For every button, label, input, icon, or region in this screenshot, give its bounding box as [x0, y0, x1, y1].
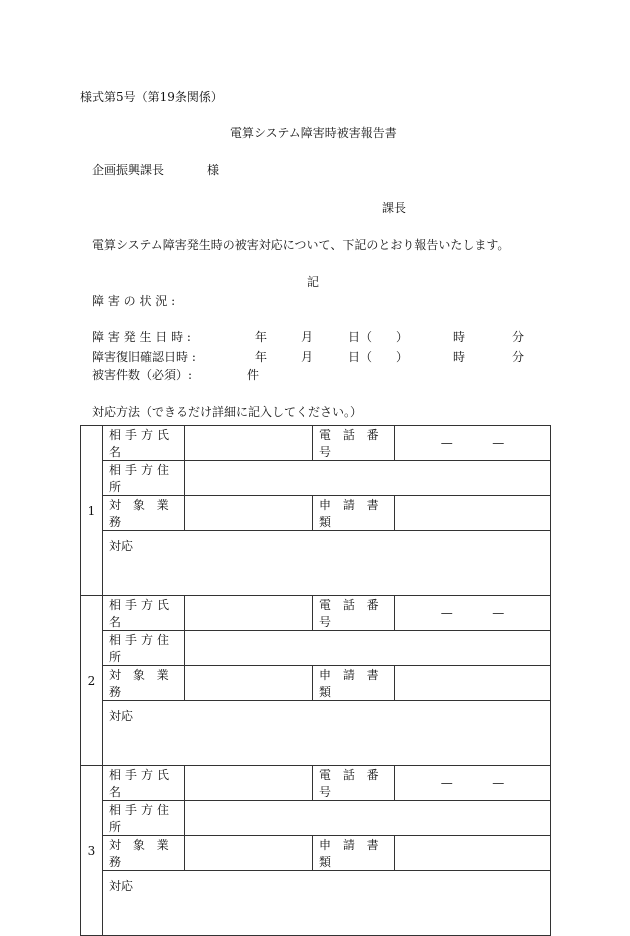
response-field[interactable] [103, 701, 551, 766]
tel-field[interactable] [395, 596, 551, 631]
response-field[interactable] [103, 531, 551, 596]
tel-field[interactable] [395, 426, 551, 461]
addressee: 企画振興課長 [92, 163, 165, 177]
tel-dash: — [492, 776, 505, 790]
business-field[interactable] [185, 836, 313, 871]
ki-heading: 記 [307, 275, 320, 289]
tel-label: 電 話 番 号 [313, 426, 395, 461]
recover-hour: 時 [453, 350, 466, 364]
response-label: 対応 [109, 539, 134, 553]
business-label: 対 象 業 務 [103, 666, 185, 701]
intro-text: 電算システム障害発生時の被害対応について、下記のとおり報告いたします。 [92, 238, 510, 252]
sender: 課長 [382, 201, 407, 215]
occur-hour: 時 [453, 330, 466, 344]
table-row [81, 766, 551, 801]
tel-dash: — [492, 606, 505, 620]
table-row [81, 701, 551, 766]
recover-day: 日（ ） [348, 350, 409, 364]
table-row [81, 631, 551, 666]
tel-label: 電 話 番 号 [313, 766, 395, 801]
record-number: 3 [81, 766, 103, 936]
docs-field[interactable] [395, 666, 551, 701]
table-row [81, 496, 551, 531]
docs-field[interactable] [395, 836, 551, 871]
status-label: 障 害 の 状 況 : [92, 294, 176, 308]
tel-field[interactable] [395, 766, 551, 801]
tel-label: 電 話 番 号 [313, 596, 395, 631]
address-label: 相手方住所 [103, 631, 185, 666]
address-label: 相手方住所 [103, 801, 185, 836]
occur-month: 月 [301, 330, 314, 344]
address-field[interactable] [185, 461, 551, 496]
tel-dash: — [440, 436, 453, 450]
address-field[interactable] [185, 801, 551, 836]
method-label: 対応方法（できるだけ詳細に記入してください。） [92, 405, 363, 419]
response-label: 対応 [109, 879, 134, 893]
docs-label: 申 請 書 類 [313, 496, 395, 531]
name-field[interactable] [185, 426, 313, 461]
docs-field[interactable] [395, 496, 551, 531]
table-row [81, 426, 551, 461]
record-number: 2 [81, 596, 103, 766]
tel-dash: — [492, 436, 505, 450]
tel-dash: — [440, 606, 453, 620]
form-number: 様式第5号（第19条関係） [80, 90, 223, 104]
recover-month: 月 [301, 350, 314, 364]
occur-min: 分 [512, 330, 525, 344]
occur-year: 年 [255, 330, 268, 344]
response-field[interactable] [103, 871, 551, 936]
table-row [81, 596, 551, 631]
address-label: 相手方住所 [103, 461, 185, 496]
table-row [81, 871, 551, 936]
name-field[interactable] [185, 596, 313, 631]
record-number: 1 [81, 426, 103, 596]
tel-dash: — [440, 776, 453, 790]
business-field[interactable] [185, 496, 313, 531]
business-label: 対 象 業 務 [103, 836, 185, 871]
name-field[interactable] [185, 766, 313, 801]
recover-year: 年 [255, 350, 268, 364]
business-label: 対 象 業 務 [103, 496, 185, 531]
docs-label: 申 請 書 類 [313, 666, 395, 701]
recover-min: 分 [512, 350, 525, 364]
response-table [80, 425, 551, 936]
recover-label: 障害復旧確認日時 : [92, 350, 196, 364]
table-row [81, 461, 551, 496]
addressee-honorific: 様 [207, 163, 220, 177]
occur-label: 障 害 発 生 日 時 : [92, 330, 191, 344]
docs-label: 申 請 書 類 [313, 836, 395, 871]
business-field[interactable] [185, 666, 313, 701]
table-row [81, 666, 551, 701]
address-field[interactable] [185, 631, 551, 666]
name-label: 相手方氏名 [103, 596, 185, 631]
page-title: 電算システム障害時被害報告書 [230, 126, 397, 140]
occur-day: 日（ ） [348, 330, 409, 344]
count-unit: 件 [247, 368, 260, 382]
count-label: 被害件数（必須）: [92, 368, 193, 382]
table-row [81, 531, 551, 596]
name-label: 相手方氏名 [103, 426, 185, 461]
name-label: 相手方氏名 [103, 766, 185, 801]
response-label: 対応 [109, 709, 134, 723]
table-row [81, 836, 551, 871]
table-row [81, 801, 551, 836]
